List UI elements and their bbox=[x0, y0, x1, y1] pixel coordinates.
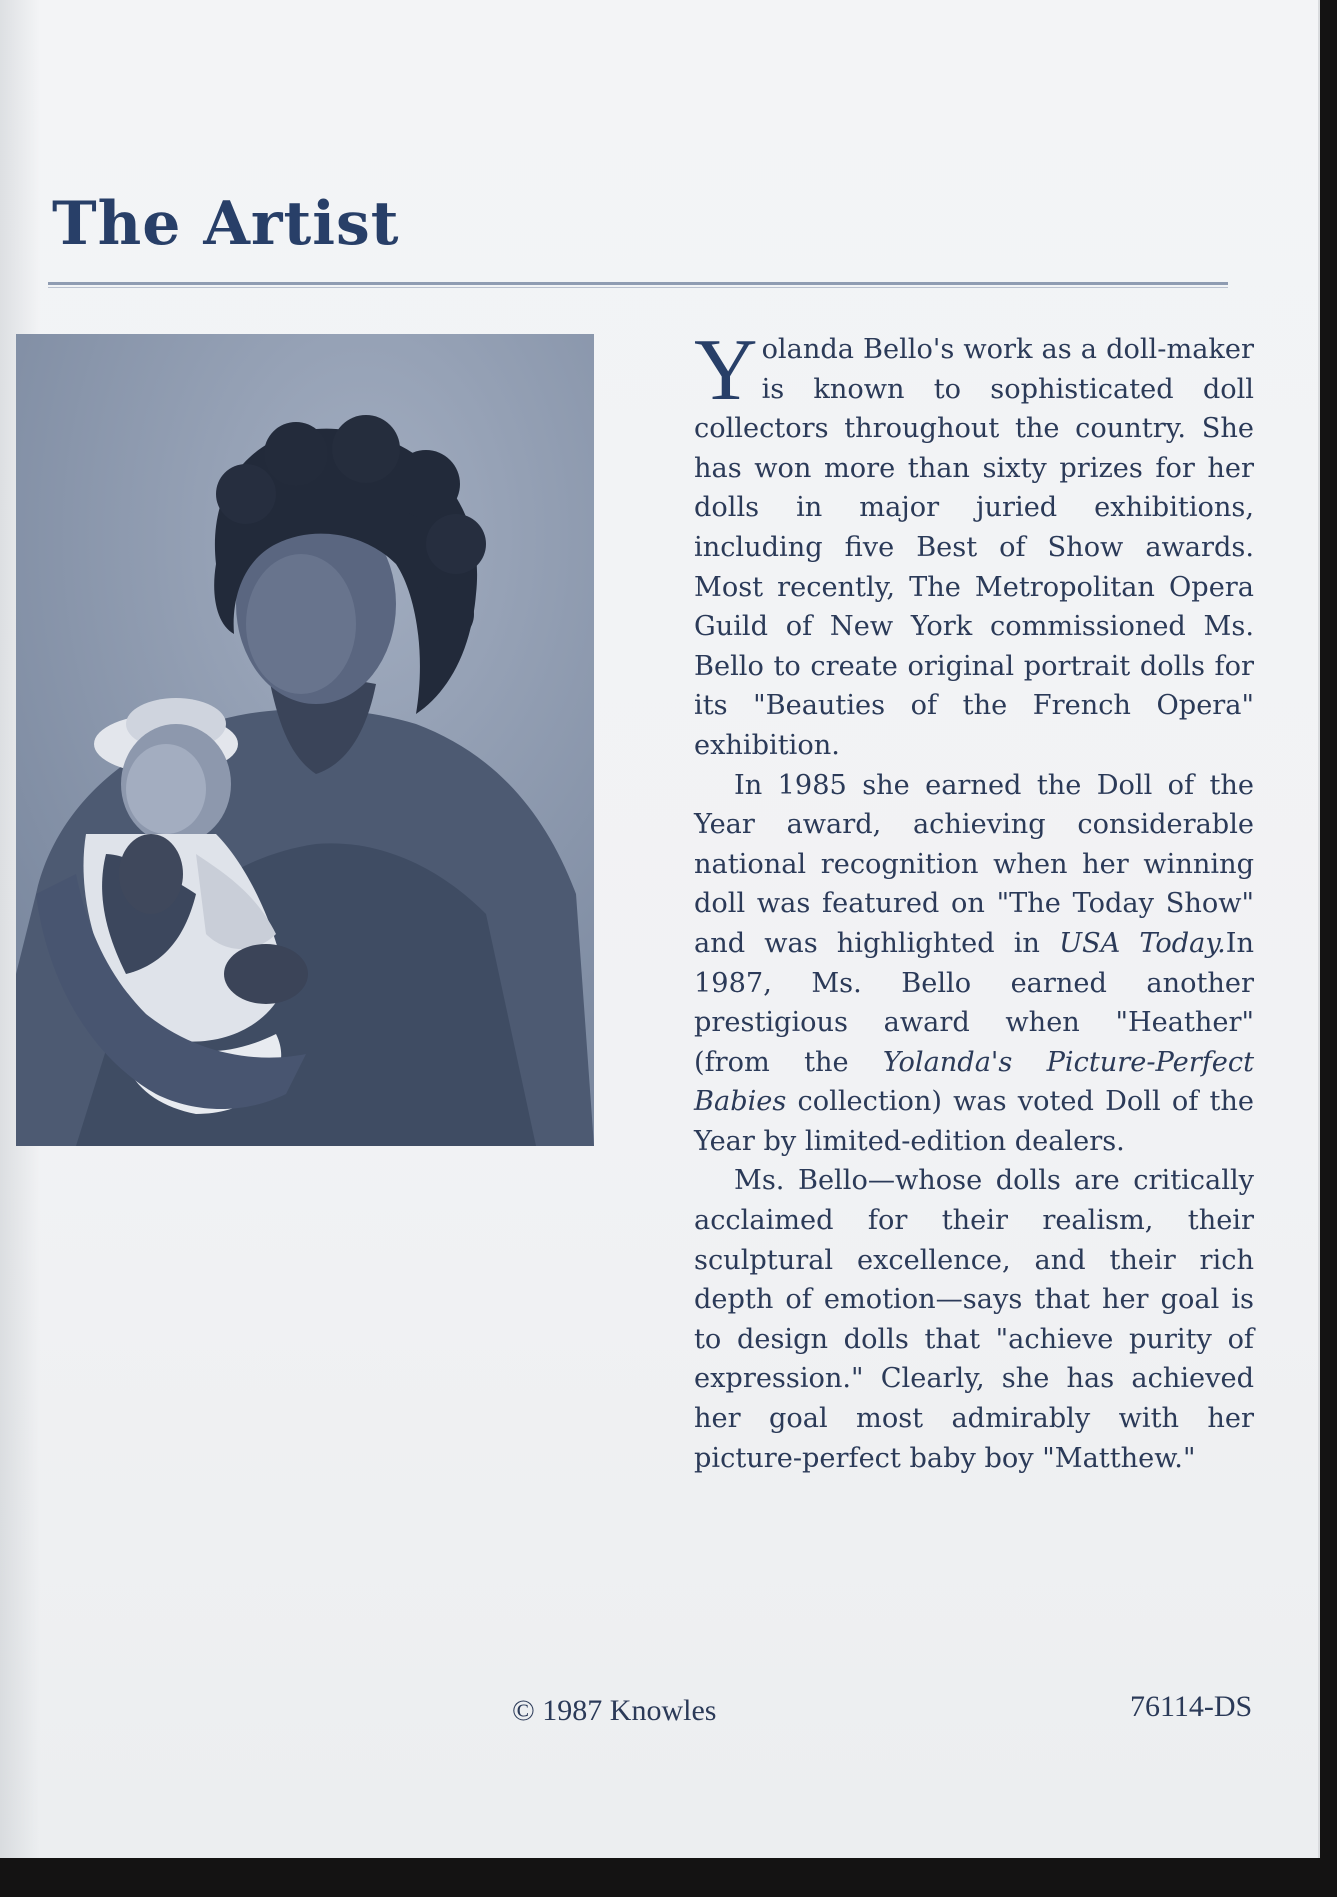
portrait-illustration bbox=[16, 334, 594, 1146]
paragraph-2-text-e: collection) was voted Doll of the Year by limited-edition dealers. bbox=[694, 1086, 1254, 1157]
article-paragraph-1 bbox=[694, 322, 1254, 766]
artist-portrait-photo bbox=[16, 334, 594, 1146]
heading-rule bbox=[48, 282, 1228, 285]
section-heading: The Artist bbox=[52, 189, 400, 259]
copyright-notice: © 1987 Knowles bbox=[512, 1694, 717, 1727]
article-paragraph-3: Ms. Bello—whose dolls are critically acclaimed for their realism, their sculptural excellence, and their rich depth of emotion—says that her goal is to design dolls that "achieve purity of expression." Clearly, she has achieved her goal most admirably with her picture-perfect baby boy "Matthew." bbox=[694, 1165, 1254, 1474]
paragraph-2-italic-usa-today: USA Today. bbox=[1059, 927, 1226, 959]
paragraph-2-italic-collection: Yolanda's Picture-Perfect Babies bbox=[694, 1046, 1254, 1118]
heading-rule-thin bbox=[48, 287, 1228, 288]
article-paragraph-2 bbox=[694, 766, 1254, 1162]
paragraph-1-text: olanda Bello's work as a doll-maker is known to sophisticated doll collectors throughout the country. She has won more than sixty prizes for her dolls in major juried exhibitions, including five Best of Show awards. Most recently, The Metropolitan Opera Guild of New York commissioned Ms. Bello to create original portrait dolls for its "Beauties of the French Opera" exhibition. bbox=[694, 334, 1254, 761]
article-body bbox=[694, 322, 1254, 1478]
drop-cap: Y bbox=[694, 322, 758, 419]
paragraph-2-text-a: In 1985 she earned the Doll of the Year award, achieving considerable national recognition when her winning doll was featured on "The Today Show" and was highlighted in bbox=[694, 769, 1254, 959]
catalog-code: 76114-DS bbox=[1130, 1690, 1253, 1723]
paragraph-2-text-c: In 1987, Ms. Bello earned another prestigious award when "Heather" (from the bbox=[694, 927, 1254, 1078]
